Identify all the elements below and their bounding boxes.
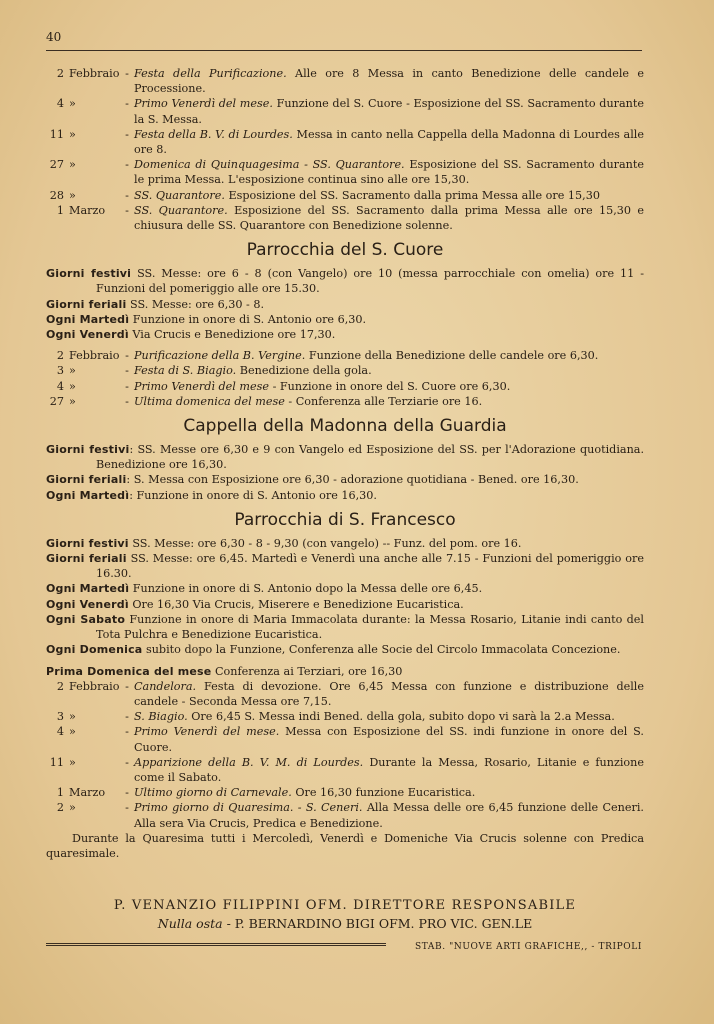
event-day: 1: [56, 203, 64, 217]
event-day: 1: [56, 786, 64, 800]
event-text: Funzione della Benedizione delle candele ore 6,30.: [308, 349, 599, 363]
schedule-text: subito dopo la Funzione, Conferenza alle Socie del Circolo Immacolata Concezione.: [142, 643, 621, 657]
s-francesco-schedule: [46, 536, 644, 658]
schedule-label: Giorni festivi: [46, 536, 129, 550]
event-text: Festa di devozione. Ore 6,45 Messa con funzione e distribuzione delle candele - Seconda Messa ore 7,15.: [134, 679, 644, 708]
event-month: Marzo: [69, 786, 106, 800]
event-separator: -: [125, 349, 129, 363]
event-text: Messa in canto nella Cappella della Madonna di Lourdes alle ore 8.: [134, 127, 644, 157]
schedule-label: Giorni feriali: [46, 297, 127, 311]
event-description: [134, 363, 644, 378]
page-number: 40: [46, 30, 62, 44]
schedule-line: [46, 612, 644, 642]
event-date: [46, 679, 120, 709]
event-month: »: [69, 725, 76, 739]
event-row: [46, 203, 644, 233]
event-month: »: [69, 97, 76, 111]
schedule-text: Funzione in onore di S. Antonio ore 6,30.: [129, 312, 367, 326]
event-month: »: [69, 127, 76, 141]
event-date: [46, 188, 120, 203]
event-row: [46, 348, 644, 363]
event-text: Messa con Esposizione del SS. indi funzione in onore del S. Cuore.: [134, 725, 644, 754]
schedule-label: Ogni Sabato: [46, 612, 126, 626]
event-feast: SS. Quarantore.: [134, 188, 225, 202]
schedule-line: [46, 642, 644, 657]
event-text: Alle ore 8 Messa in canto Benedizione delle candele e Processione.: [134, 67, 644, 96]
event-date: [46, 724, 120, 754]
event-description: [134, 679, 644, 709]
event-date: [46, 157, 120, 187]
event-description: [134, 709, 644, 724]
event-date: [46, 127, 120, 157]
schedule-label: Prima Domenica del mese: [46, 664, 212, 678]
event-month: »: [69, 379, 76, 393]
event-feast: Festa di S. Biagio.: [134, 364, 237, 378]
schedule-text: Conferenza ai Terziari, ore 16,30: [211, 664, 403, 678]
event-description: [134, 394, 644, 409]
event-feast: Primo Venerdì del mese.: [134, 97, 273, 111]
event-month: »: [69, 710, 76, 724]
event-date: [46, 379, 120, 394]
event-text: Benedizione della gola.: [239, 364, 372, 378]
schedule-text: Ore 16,30 Via Crucis, Miserere e Benedizione Eucaristica.: [128, 597, 464, 611]
event-text: Esposizione del SS. Sacramento dalla prima Messa alle ore 15,30 e chiusura delle SS. Quarantore con Benedizione solenne.: [134, 203, 645, 233]
event-separator: -: [125, 97, 129, 111]
event-feast: Domenica di Quinquagesima - SS. Quarantore.: [134, 158, 405, 172]
event-day: 2: [56, 67, 64, 80]
prima-domenica-line: [46, 664, 644, 679]
event-description: [134, 785, 644, 800]
schedule-line: [46, 297, 644, 312]
event-date: [46, 755, 120, 785]
event-description: [134, 127, 644, 157]
event-description: [134, 188, 644, 203]
event-date: [46, 348, 120, 363]
event-day: 2: [56, 349, 64, 363]
event-day: 3: [56, 364, 64, 378]
section-title-s-francesco: Parrocchia di S. Francesco: [234, 509, 456, 530]
event-separator: -: [125, 364, 129, 378]
event-description: [134, 348, 644, 363]
schedule-label: Giorni feriali: [46, 552, 127, 566]
event-text: Alla Messa delle ore 6,45 funzione delle Ceneri. Alla sera Via Crucis, Predica e Benedizione.: [134, 801, 644, 830]
event-row: [46, 363, 644, 378]
event-separator: -: [125, 725, 129, 739]
schedule-line: [46, 266, 644, 296]
schedule-text: : S. Messa con Esposizione ore 6,30 - adorazione quotidiana - Bened. ore 16,30.: [126, 473, 579, 487]
event-separator: -: [125, 801, 129, 815]
schedule-label: Ogni Venerdì: [46, 328, 129, 342]
event-date: [46, 785, 120, 800]
event-row: [46, 394, 644, 409]
event-description: [134, 203, 644, 233]
schedule-line: [46, 597, 644, 612]
schedule-label: Ogni Martedì: [46, 312, 130, 326]
quaresima-note: Durante la Quaresima tutti i Mercoledì, Venerdì e Domeniche Via Crucis solenne con Predica quaresimale.: [46, 831, 644, 860]
event-description: [134, 800, 644, 830]
event-day: 27: [49, 394, 64, 408]
schedule-line: [46, 442, 644, 472]
schedule-text: SS. Messe: ore 6,45. Martedì e Venerdì una anche alle 7.15 - Funzioni del pomeriggio ore 16.30.: [96, 552, 644, 581]
event-month: Febbraio: [69, 67, 120, 80]
event-separator: -: [125, 67, 129, 80]
event-row: [46, 755, 644, 785]
event-day: 3: [56, 710, 64, 724]
event-feast: Ultima domenica del mese: [134, 394, 285, 408]
event-day: 2: [56, 801, 64, 815]
event-month: »: [69, 755, 76, 769]
nulla-osta-label: Nulla osta: [157, 916, 223, 931]
schedule-line: [46, 488, 644, 503]
schedule-line: [46, 551, 644, 581]
footer: [46, 898, 644, 952]
schedule-text: Funzione in onore di S. Antonio dopo la Messa delle ore 6,45.: [129, 582, 483, 596]
director-line: P. VENANZIO FILIPPINI OFM. DIRETTORE RESPONSABILE: [113, 898, 577, 913]
event-date: [46, 96, 120, 126]
schedule-line: [46, 536, 644, 551]
event-day: 11: [49, 755, 64, 769]
event-day: 11: [49, 127, 64, 141]
event-month: »: [69, 394, 76, 408]
event-month: »: [69, 158, 76, 172]
event-month: »: [69, 801, 76, 815]
event-separator: -: [125, 188, 129, 202]
event-row: [46, 96, 644, 126]
section-title-guardia: Cappella della Madonna della Guardia: [183, 416, 507, 437]
schedule-label: Ogni Martedì: [46, 488, 130, 502]
event-separator: -: [125, 786, 129, 800]
event-feast: Ultimo giorno di Carnevale.: [134, 786, 292, 800]
event-date: [46, 203, 120, 233]
schedule-label: Ogni Martedì: [46, 582, 130, 596]
event-text: - Funzione in onore del S. Cuore ore 6,30.: [272, 379, 511, 393]
event-date: [46, 66, 120, 96]
event-day: 4: [56, 725, 64, 739]
event-separator: -: [125, 127, 129, 141]
event-description: [134, 66, 644, 96]
schedule-line: [46, 327, 644, 342]
event-feast: Festa della B. V. di Lourdes.: [134, 127, 293, 141]
event-separator: -: [125, 755, 129, 769]
schedule-label: Ogni Venerdì: [46, 597, 129, 611]
s-cuore-events: [46, 348, 644, 409]
event-text: Ore 6,45 S. Messa indi Bened. della gola, subito dopo vi sarà la 2.a Messa.: [191, 710, 615, 724]
event-separator: -: [125, 679, 129, 693]
section-title-s-cuore: Parrocchia del S. Cuore: [246, 240, 444, 261]
event-row: [46, 679, 644, 709]
intro-events: [46, 66, 644, 233]
event-feast: Primo Venerdì del mese.: [134, 725, 280, 739]
event-row: [46, 188, 644, 203]
event-description: [134, 724, 644, 754]
event-description: [134, 379, 644, 394]
schedule-text: SS. Messe: ore 6,30 - 8 - 9,30 (con vangelo) -- Funz. del pom. ore 16.: [128, 536, 522, 550]
event-row: [46, 66, 644, 96]
schedule-text: : SS. Messe ore 6,30 e 9 con Vangelo ed Esposizione del SS. per l'Adorazione quotidiana. Benedizione ore 16,30.: [96, 443, 645, 472]
event-feast: Festa della Purificazione.: [134, 67, 287, 80]
event-text: Ore 16,30 funzione Eucaristica.: [295, 786, 476, 800]
top-rule: [46, 50, 642, 51]
event-date: [46, 709, 120, 724]
event-row: [46, 127, 644, 157]
event-separator: -: [125, 710, 129, 724]
event-row: [46, 709, 644, 724]
event-day: 27: [49, 158, 64, 172]
event-month: Febbraio: [69, 679, 120, 693]
event-date: [46, 394, 120, 409]
schedule-label: Ogni Domenica: [46, 643, 143, 657]
event-text: Durante la Messa, Rosario, Litanie e funzione come il Sabato.: [134, 755, 644, 784]
event-description: [134, 755, 644, 785]
schedule-line: [46, 581, 644, 596]
event-feast: SS. Quarantore.: [134, 203, 228, 217]
event-row: [46, 800, 644, 830]
event-feast: Candelora.: [134, 679, 197, 693]
schedule-label: Giorni festivi: [46, 443, 130, 457]
event-separator: -: [125, 158, 129, 172]
schedule-text: SS. Messe: ore 6,30 - 8.: [126, 297, 265, 311]
event-text: Funzione del S. Cuore - Esposizione del SS. Sacramento durante la S. Messa.: [134, 97, 644, 126]
schedule-line: [46, 472, 644, 487]
event-text: - Conferenza alle Terziarie ore 16.: [288, 394, 483, 408]
event-text: Esposizione del SS. Sacramento durante le prima Messa. L'esposizione continua sino alle ore 15,30.: [134, 158, 644, 187]
event-day: 2: [56, 679, 64, 693]
event-date: [46, 800, 120, 830]
footer-double-rule: [46, 943, 386, 946]
s-francesco-events: [46, 679, 644, 831]
event-day: 4: [56, 379, 64, 393]
event-feast: Apparizione della B. V. M. di Lourdes.: [134, 755, 364, 769]
event-month: »: [69, 188, 76, 202]
event-separator: -: [125, 394, 129, 408]
event-feast: Primo Venerdì del mese: [134, 379, 270, 393]
event-feast: Purificazione della B. Vergine.: [134, 349, 306, 363]
page-content: [46, 66, 644, 861]
schedule-label: Giorni festivi: [46, 267, 132, 281]
nulla-osta-line: [46, 916, 644, 931]
event-description: [134, 157, 644, 187]
event-day: 28: [49, 188, 64, 202]
schedule-text: SS. Messe: ore 6 - 8 (con Vangelo) ore 10 (messa parrocchiale con omelia) ore 11 - Funzioni del pomeriggio alle ore 15.30.: [96, 267, 644, 296]
event-separator: -: [125, 379, 129, 393]
event-text: Esposizione del SS. Sacramento dalla prima Messa alle ore 15,30: [228, 188, 600, 202]
printer-credit: STAB. "NUOVE ARTI GRAFICHE,, - TRIPOLI: [415, 942, 642, 952]
s-cuore-schedule: [46, 266, 644, 342]
schedule-text: : Funzione in onore di S. Antonio ore 16,30.: [129, 488, 377, 502]
schedule-label: Giorni feriali: [46, 473, 127, 487]
event-date: [46, 363, 120, 378]
schedule-line: [46, 312, 644, 327]
event-month: Febbraio: [69, 349, 120, 363]
event-feast: S. Biagio.: [134, 710, 188, 724]
event-feast: Primo giorno di Quaresima. - S. Ceneri.: [134, 801, 363, 815]
vicar-name: - P. BERNARDINO BIGI OFM. PRO VIC. GEN.LE: [222, 916, 533, 931]
guardia-schedule: [46, 442, 644, 503]
event-description: [134, 96, 644, 126]
schedule-text: Funzione in onore di Maria Immacolata durante: la Messa Rosario, Litanie indi canto del Tota Pulchra e Benedizione Eucaristica.: [96, 612, 644, 642]
event-row: [46, 157, 644, 187]
event-month: »: [69, 364, 76, 378]
event-separator: -: [125, 203, 129, 217]
schedule-text: Via Crucis e Benedizione ore 17,30.: [128, 328, 336, 342]
event-row: [46, 724, 644, 754]
event-day: 4: [56, 97, 64, 111]
event-month: Marzo: [69, 203, 106, 217]
event-row: [46, 785, 644, 800]
event-row: [46, 379, 644, 394]
